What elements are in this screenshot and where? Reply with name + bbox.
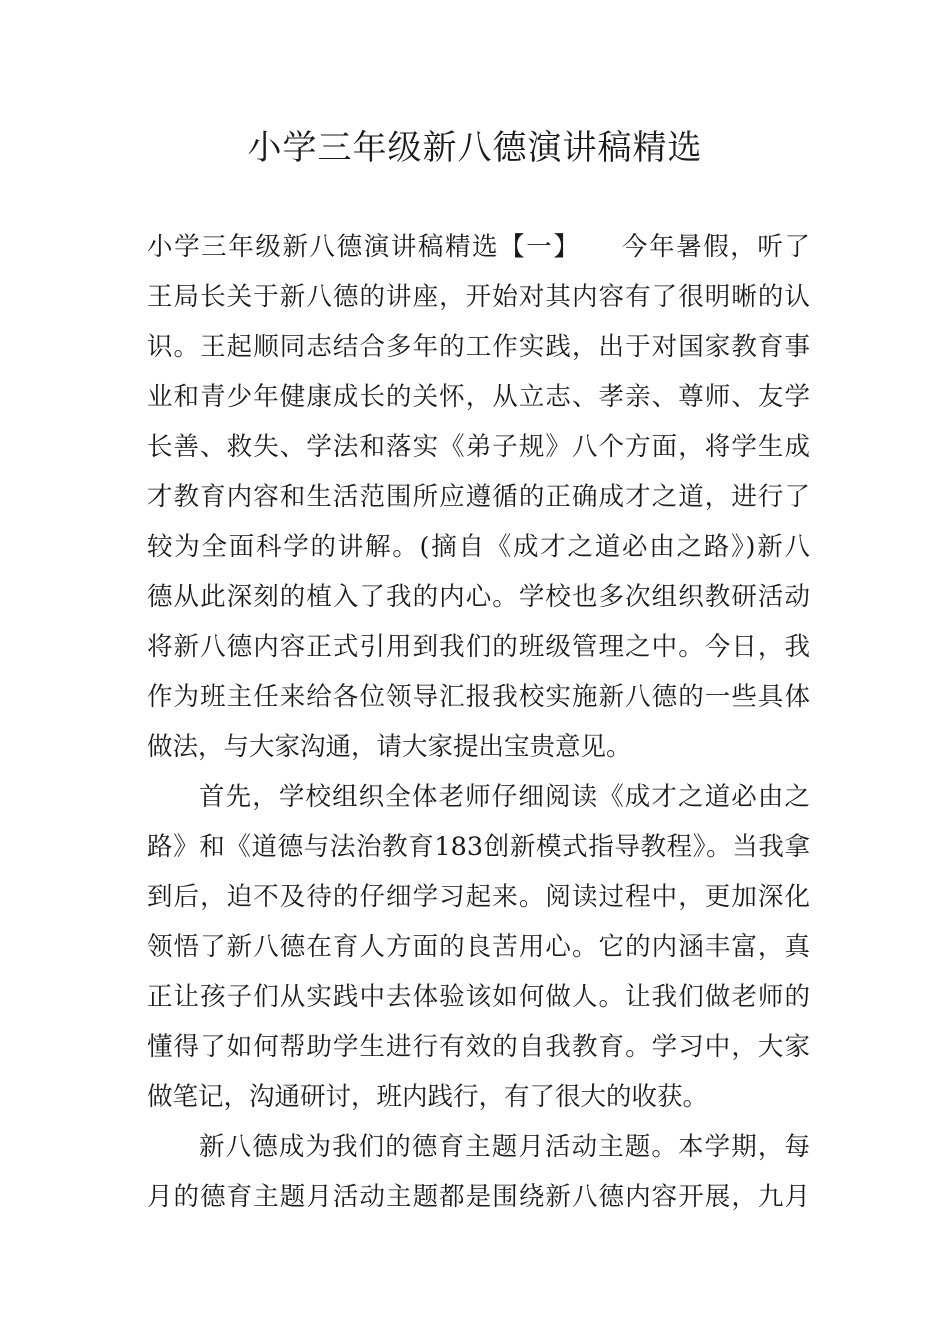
text-line: 正让孩子们从实践中去体验该如何做人。让我们做老师的 [147,982,810,1012]
text-line: 懂得了如何帮助学生进行有效的自我教育。学习中，大家 [147,1032,810,1062]
text-line: 做笔记，沟通研讨，班内践行，有了很大的收获。 [147,1082,709,1112]
text-line: 做法，与大家沟通，请大家提出宝贵意见。 [147,732,632,762]
text-line: 月的德育主题月活动主题都是围绕新八德内容开展，九月 [147,1182,810,1212]
text-line: 到后，迫不及待的仔细学习起来。阅读过程中，更加深化 [147,882,810,912]
text-line: 路》和《道德与法治教育183创新模式指导教程》。当我拿 [147,832,810,862]
page-title: 小学三年级新八德演讲稿精选 [247,128,703,168]
text-line: 领悟了新八德在育人方面的良苦用心。它的内涵丰富，真 [147,932,810,962]
text-line: 业和青少年健康成长的关怀，从立志、孝亲、尊师、友学 [147,382,810,412]
text-line: 识。王起顺同志结合多年的工作实践，出于对国家教育事 [147,332,810,362]
text-line: 才教育内容和生活范围所应遵循的正确成才之道，进行了 [147,482,810,512]
text-line: 王局长关于新八德的讲座，开始对其内容有了很明晰的认 [147,282,810,312]
text-line: 较为全面科学的讲解。(摘自《成才之道必由之路》)新八 [147,532,810,562]
text-line: 长善、救失、学法和落实《弟子规》八个方面，将学生成 [147,432,810,462]
text-line: 首先，学校组织全体老师仔细阅读《成才之道必由之 [199,782,810,812]
text-line: 将新八德内容正式引用到我们的班级管理之中。今日，我 [147,632,810,662]
text-line: 德从此深刻的植入了我的内心。学校也多次组织教研活动 [147,582,810,612]
document-body [147,222,810,1222]
text-line: 新八德成为我们的德育主题月活动主题。本学期，每 [199,1132,810,1162]
text-line: 小学三年级新八德演讲稿精选【一】 今年暑假，听了 [147,232,810,262]
text-line: 作为班主任来给各位领导汇报我校实施新八德的一些具体 [147,682,810,712]
